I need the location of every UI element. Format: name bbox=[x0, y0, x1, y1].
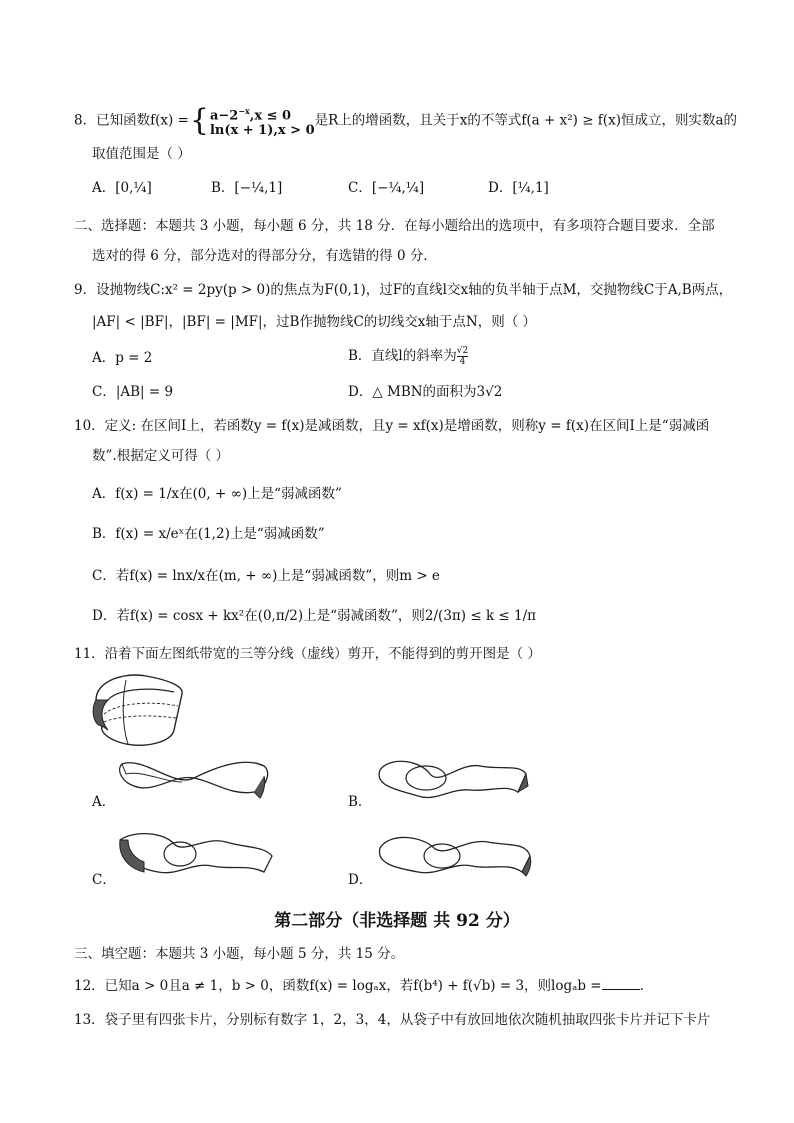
question-12: 12．已知a > 0且a ≠ 1，b > 0，函数f(x) = logₐx，若f(b⁴) + f(√b) = 3，则logₐb = . bbox=[74, 978, 644, 994]
q10-option-d: D．若f(x) = cosx + kx²在(0,π/2)上是“弱减函数”，则2/(3π) ≤ k ≤ 1/π bbox=[92, 608, 537, 624]
section-3-line-1: 三、填空题：本题共 3 小题，每小题 5 分，共 15 分。 bbox=[74, 946, 405, 962]
question-10-line-1: 10．定义: 在区间I上，若函数y = f(x)是减函数，且y = xf(x)是增函数，则称y = f(x)在区间I上是“弱减函 bbox=[74, 418, 710, 434]
piece-bottom: ln(x + 1),x > 0 bbox=[209, 123, 315, 139]
section-2-line-1: 二、选择题：本题共 3 小题，每小题 6 分，共 18 分．在每小题给出的选项中，有多项符合题目要求．全部 bbox=[74, 218, 715, 234]
q9-slope-fraction: $\frac{√2}{4}$ bbox=[456, 346, 469, 367]
q8-text: 是R上的增函数，且关于x的不等式f(a + x²) ≥ f(x)恒成立，则实数a的 bbox=[314, 112, 738, 129]
q11-label-d: D． bbox=[348, 872, 373, 888]
q11-figure-d bbox=[372, 826, 534, 882]
q9-option-a: A．p = 2 bbox=[92, 350, 153, 366]
q8-option-d: D．[¼,1] bbox=[488, 180, 549, 196]
section-2-line-2: 选对的得 6 分，部分选对的得部分分，有选错的得 0 分． bbox=[92, 248, 437, 264]
piecewise-definition bbox=[210, 104, 315, 138]
question-9-line-1: 9．设抛物线C:x² = 2py(p > 0)的焦点为F(0,1)，过F的直线l交x轴的负半轴于点M，交抛物线C于A,B两点， bbox=[74, 282, 733, 298]
q11-figure-a bbox=[114, 752, 274, 802]
q11-label-a: A． bbox=[92, 794, 116, 810]
question-10-line-2: 数”.根据定义可得（ ） bbox=[92, 448, 229, 464]
question-8-line-1 bbox=[74, 104, 737, 138]
piecewise-brace: { bbox=[189, 103, 209, 139]
q10-option-b: B．f(x) = x/eˣ在(1,2)上是“弱减函数” bbox=[92, 526, 325, 542]
q8-prefix: 8．已知函数 bbox=[74, 112, 151, 129]
q12-answer-blank bbox=[602, 989, 640, 990]
q8-option-a: A．[0,¼] bbox=[92, 180, 152, 196]
q10-option-c: C．若f(x) = lnx/x在(m, + ∞)上是“弱减函数”，则m > e bbox=[92, 568, 440, 584]
q9-option-d: D．△ MBN的面积为3√2 bbox=[348, 384, 503, 400]
q8-function-name: f(x) = bbox=[150, 112, 189, 129]
q11-label-c: C． bbox=[92, 872, 116, 888]
q10-option-a: A．f(x) = 1/x在(0, + ∞)上是“弱减函数” bbox=[92, 486, 342, 502]
paper-strip-figure bbox=[86, 670, 188, 752]
part-2-heading: 第二部分（非选择题 共 92 分） bbox=[274, 911, 520, 931]
question-9-line-2: |AF| < |BF|，|BF| = |MF|，过B作抛物线C的切线交x轴于点N，则（ ） bbox=[92, 314, 537, 330]
question-8-line-2: 取值范围是（ ） bbox=[92, 146, 191, 162]
q8-option-c: C．[−¼,¼] bbox=[348, 180, 425, 196]
piece-top: $a-2^{-x},x \le 0$ bbox=[209, 106, 292, 124]
q9-option-c: C．|AB| = 9 bbox=[92, 384, 174, 400]
question-13-line-1: 13．袋子里有四张卡片，分别标有数字 1，2，3，4，从袋子中有放回地依次随机抽取四张卡片并记下卡片 bbox=[74, 1012, 711, 1028]
q9-option-b: B．直线l的斜率为 $\frac{√2}{4}$ bbox=[348, 346, 469, 367]
question-11-line-1: 11．沿着下面左图纸带宽的三等分线（虚线）剪开，不能得到的剪开图是（ ） bbox=[74, 646, 541, 662]
q11-figure-b bbox=[370, 752, 530, 808]
q11-figure-c bbox=[114, 826, 276, 882]
q11-label-b: B． bbox=[348, 794, 372, 810]
q8-option-b: B．[−¼,1] bbox=[211, 180, 283, 196]
